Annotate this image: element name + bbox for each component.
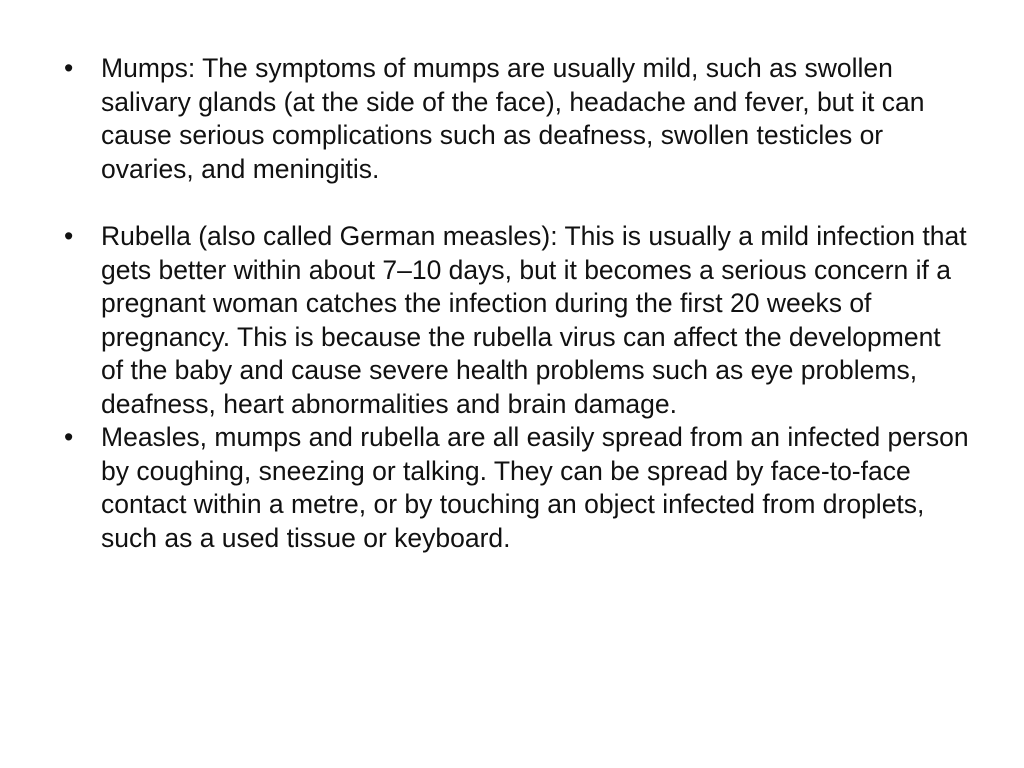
bullet-rubella [64,220,969,421]
bullet-dot: • [64,53,74,83]
bullet-mumps [64,52,969,186]
bullet-spread [64,421,969,555]
bullet-dot: • [64,422,74,452]
bullet-dot: • [64,221,74,251]
bullet-list [64,52,969,555]
bullet-text-mumps: Mumps: The symptoms of mumps are usually mild, such as swollen salivary glands (at the side of the face), headache and fever, but it can cause serious complications such as deafness, swollen testicles or ovaries, and meningitis. [101,53,925,184]
bullet-text-spread: Measles, mumps and rubella are all easily spread from an infected person by coughing, sneezing or talking. They can be spread by face-to-face contact within a metre, or by touching an object infected from droplets, such as a used tissue or keyboard. [101,422,969,553]
bullet-text-rubella: Rubella (also called German measles): This is usually a mild infection that gets better within about 7–10 days, but it becomes a serious concern if a pregnant woman catches the infection during the first 20 weeks of pregnancy. This is because the rubella virus can affect the development of the baby and cause severe health problems such as eye problems, deafness, heart abnormalities and brain damage. [101,221,967,419]
